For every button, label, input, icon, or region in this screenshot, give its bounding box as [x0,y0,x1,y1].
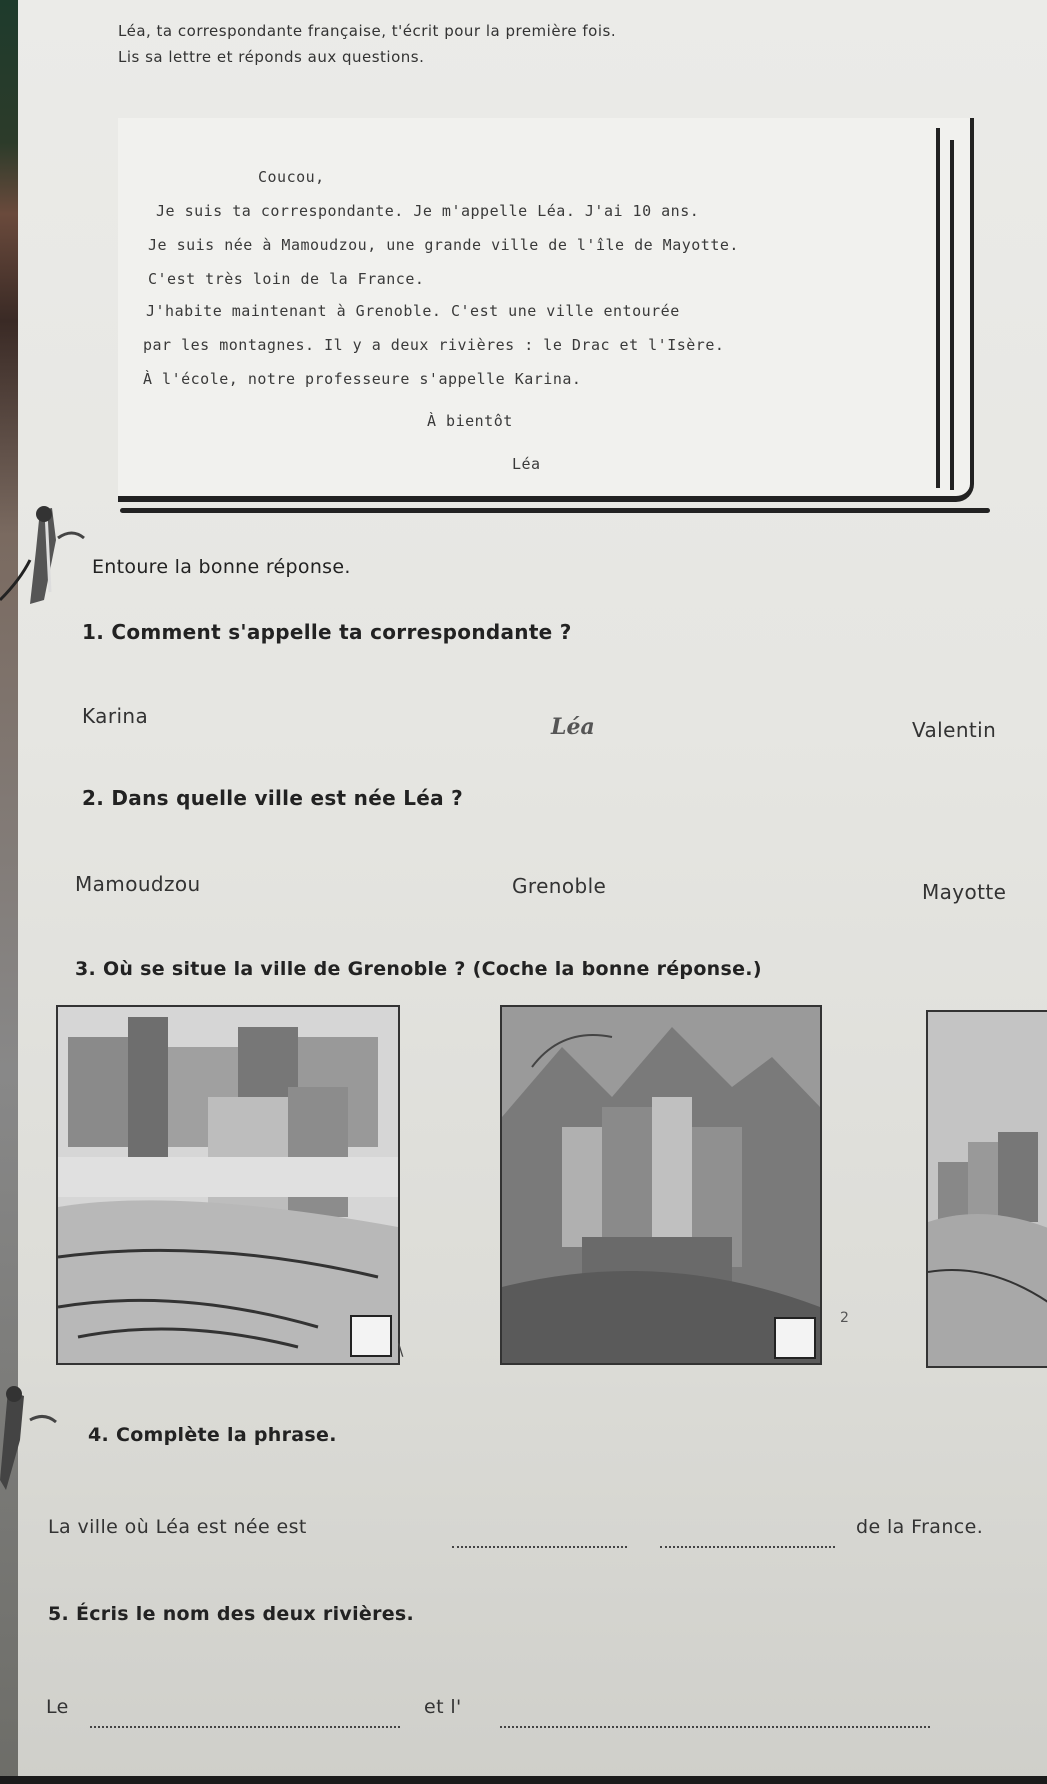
question-5: 5. Écris le nom des deux rivières. [48,1603,415,1625]
river-blank-2[interactable] [500,1713,930,1732]
checkbox-picture-2[interactable] [774,1317,816,1359]
intro-line-2: Lis sa lettre et réponds aux questions. [118,48,425,66]
river-blank-1[interactable] [90,1713,400,1732]
letter-page-edge [120,508,990,513]
letter-greeting: Coucou, [258,168,325,186]
instruction: Entoure la bonne réponse. [92,556,351,578]
letter-line: J'habite maintenant à Grenoble. C'est une ville entourée [146,302,680,320]
option-mamoudzou[interactable]: Mamoudzou [75,872,201,896]
option-valentin[interactable]: Valentin [912,718,997,742]
question-2: 2. Dans quelle ville est née Léa ? [82,786,464,810]
letter-line: par les montagnes. Il y a deux rivières : le Drac et l'Isère. [143,336,725,354]
letter-line: À l'école, notre professeure s'appelle Karina. [143,370,582,388]
pencil-icon [0,500,90,610]
letter-page-edge [936,128,940,488]
third-option-illustration [928,1012,1047,1366]
checkbox-picture-1[interactable] [350,1315,392,1357]
option-karina[interactable]: Karina [82,704,149,728]
question-4: 4. Complète la phrase. [88,1424,337,1446]
pencil-mark-1: \ [398,1340,404,1359]
river-prefix: Le [46,1696,69,1718]
sentence-end: de la France. [856,1516,984,1538]
letter-line: C'est très loin de la France. [148,270,425,288]
blank-line-2[interactable] [660,1533,835,1552]
option-mayotte[interactable]: Mayotte [922,880,1007,904]
picture-third-option [926,1010,1047,1368]
sentence-start: La ville où Léa est née est [48,1516,307,1538]
question-1: 1. Comment s'appelle ta correspondante ? [82,620,572,644]
pencil-mark-2: 2 [840,1310,849,1326]
letter-page-edge [950,140,954,490]
letter-line: Je suis née à Mamoudzou, une grande ville de l'île de Mayotte. [148,236,739,254]
pencil-icon [0,1380,60,1500]
blank-line-1[interactable] [452,1533,627,1552]
option-grenoble[interactable]: Grenoble [512,874,607,898]
letter-closing: À bientôt [427,412,513,430]
letter-line: Je suis ta correspondante. Je m'appelle Léa. J'ai 10 ans. [156,202,700,220]
picture-city-mountains [500,1005,822,1365]
city-river-illustration [58,1007,398,1363]
city-mountains-illustration [502,1007,820,1363]
letter-signature: Léa [512,455,541,473]
intro-line-1: Léa, ta correspondante française, t'écrit pour la première fois. [118,22,617,40]
picture-city-river [56,1005,400,1365]
river-middle: et l' [424,1696,462,1718]
bottom-edge [0,1776,1047,1784]
question-3: 3. Où se situe la ville de Grenoble ? (Coche la bonne réponse.) [75,958,762,980]
option-lea[interactable]: Léa [551,714,595,740]
